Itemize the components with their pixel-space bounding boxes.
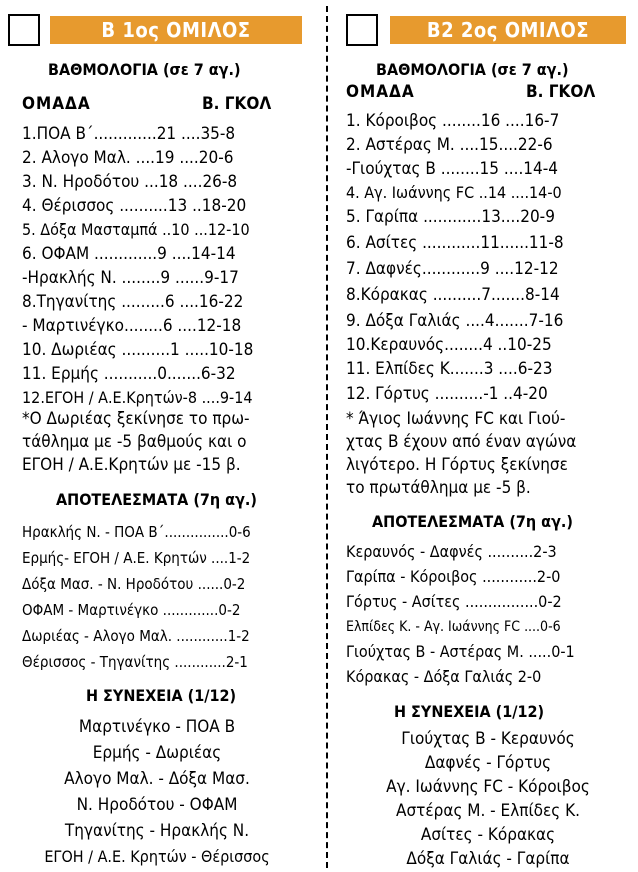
next-fixture: Δόξα Γαλιάς - Γαρίπα [406, 849, 570, 869]
result-row: Γόρτυς - Ασίτες ................0-2 [346, 592, 562, 611]
next-heading: Η ΣΥΝΕΧΕΙΑ (1/12) [394, 702, 545, 721]
standings-row: -Γιούχτας Β ........15 ....14-4 [346, 159, 559, 179]
next-fixture: Μαρτινέγκο - ΠΟΑ Β [78, 717, 236, 737]
result-row: Ελπίδες Κ. - Αγ. Ιωάννης FC ....0-6 [346, 619, 561, 635]
next-fixture: Ασίτες - Κόρακας [420, 825, 556, 845]
results-heading: ΑΠΟΤΕΛΕΣΜΑΤΑ (7η αγ.) [372, 512, 573, 531]
standings-row: 1.ΠΟΑ Β΄.............21 ....35-8 [22, 124, 236, 144]
next-fixture: Αστέρας Μ. - Ελπίδες Κ. [396, 801, 580, 821]
result-row: Ηρακλής Ν. - ΠΟΑ Β΄...............0-6 [22, 523, 251, 541]
standings-row: 6. Ασίτες ............11......11-8 [346, 233, 564, 253]
group-b1-header [8, 14, 308, 46]
result-row: Γιούχτας Β - Αστέρας Μ. .....0-1 [346, 642, 575, 661]
standings-row: - Μαρτινέγκο........6 ....12-18 [22, 316, 242, 336]
standings-note-line: *Ο Δωριέας ξεκίνησε το πρω- [22, 409, 250, 429]
next-fixture: Γιούχτας Β - Κεραυνός [401, 729, 575, 749]
standings-row: -Ηρακλής Ν. ........9 ......9-17 [22, 268, 239, 288]
checkbox-square [346, 14, 378, 46]
standings-row: 12.ΕΓΟΗ / Α.Ε.Κρητών-8 ....9-14 [22, 388, 253, 407]
standings-note-line: * Άγιος Ιωάννης FC και Γιού- [346, 409, 566, 429]
standings-row: 5. Γαρίπα ............13....20-9 [346, 207, 555, 227]
result-row: Γαρίπα - Κόροιβος ............2-0 [346, 567, 561, 586]
next-fixture: Ερμής - Δωριέας [92, 743, 222, 763]
standings-row: 5. Δόξα Μασταμπά ..10 ...12-10 [22, 220, 250, 239]
group-b2-column [338, 0, 638, 872]
standings-heading: ΒΑΘΜΟΛΟΓΙΑ (σε 7 αγ.) [48, 60, 241, 79]
next-fixture: Τηγανίτης - Ηρακλής Ν. [64, 821, 250, 841]
standings-row: 10.Κεραυνός........4 ..10-25 [346, 335, 552, 355]
result-row: Δόξα Μασ. - Ν. Ηροδότου ......0-2 [22, 575, 246, 593]
standings-row: 4. Θέρισσος ..........13 ..18-20 [22, 196, 247, 216]
group-b1-title: Β 1ος ΟΜΙΛΟΣ [50, 16, 302, 44]
next-fixture: Αγ. Ιωάννης FC - Κόροιβος [386, 777, 590, 797]
standings-row: 11. Ερμής ...........0.......6-32 [22, 364, 236, 384]
next-fixture: Αλογο Μαλ. - Δόξα Μασ. [64, 769, 250, 789]
standings-row: 8.Κόρακας ..........7.......8-14 [346, 285, 560, 305]
standings-header-team: ΟΜΑΔΑ [22, 94, 91, 114]
standings-row: 2. Αστέρας Μ. ....15....22-6 [346, 135, 553, 155]
standings-row: 9. Δόξα Γαλιάς ....4.......7-16 [346, 311, 564, 331]
standings-row: 7. Δαφνές............9 ....12-12 [346, 259, 559, 279]
standings-row: 4. Αγ. Ιωάννης FC ..14 ....14-0 [346, 183, 562, 202]
group-b1-column [0, 0, 314, 872]
standings-row: 3. Ν. Ηροδότου ...18 ....26-8 [22, 172, 238, 192]
next-fixture: ΕΓΟΗ / Α.Ε. Κρητών - Θέρισσος [44, 847, 270, 866]
standings-header-team: ΟΜΑΔΑ [346, 82, 415, 102]
standings-row: 10. Δωριέας ..........1 .....10-18 [22, 340, 254, 360]
standings-row: 11. Ελπίδες Κ.......3 ....6-23 [346, 359, 553, 379]
column-divider [326, 6, 328, 868]
standings-note-line: λιγότερο. Η Γόρτυς ξεκίνησε [346, 455, 568, 475]
checkbox-square [8, 14, 40, 46]
standings-note-line: ΕΓΟΗ / Α.Ε.Κρητών με -15 β. [22, 455, 241, 475]
next-fixture: Ν. Ηροδότου - ΟΦΑΜ [76, 795, 238, 815]
standings-header-points: Β. ΓΚΟΛ [526, 82, 596, 102]
result-row: ΟΦΑΜ - Μαρτινέγκο .............0-2 [22, 601, 241, 619]
group-b2-title: Β2 2ος ΟΜΙΛΟΣ [390, 16, 626, 44]
group-b2-header [338, 14, 638, 46]
result-row: Θέρισσος - Τηγανίτης ............2-1 [22, 653, 248, 671]
result-row: Δωριέας - Αλογο Μαλ. ............1-2 [22, 627, 250, 645]
next-fixture: Δαφνές - Γόρτυς [424, 753, 552, 773]
standings-note-line: το πρωτάθλημα με -5 β. [346, 478, 531, 498]
standings-row: 6. ΟΦΑΜ .............9 ....14-14 [22, 244, 236, 264]
result-row: Κεραυνός - Δαφνές ..........2-3 [346, 542, 557, 561]
standings-row: 2. Αλογο Μαλ. ....19 ....20-6 [22, 148, 234, 168]
standings-header-points: Β. ΓΚΟΛ [202, 94, 272, 114]
standings-row: 1. Κόροιβος ........16 ....16-7 [346, 111, 560, 131]
next-heading: Η ΣΥΝΕΧΕΙΑ (1/12) [86, 686, 237, 705]
results-heading: ΑΠΟΤΕΛΕΣΜΑΤΑ (7η αγ.) [56, 490, 257, 509]
standings-row: 12. Γόρτυς ..........-1 ..4-20 [346, 384, 548, 404]
standings-note-line: τάθλημα με -5 βαθμούς και ο [22, 432, 247, 452]
standings-heading: ΒΑΘΜΟΛΟΓΙΑ (σε 7 αγ.) [376, 60, 569, 79]
standings-row: 8.Τηγανίτης .........6 ....16-22 [22, 292, 244, 312]
result-row: Κόρακας - Δόξα Γαλιάς 2-0 [346, 667, 542, 686]
standings-note-line: χτας Β έχουν από έναν αγώνα [346, 432, 577, 452]
result-row: Ερμής- ΕΓΟΗ / Α.Ε. Κρητών ....1-2 [22, 549, 251, 567]
